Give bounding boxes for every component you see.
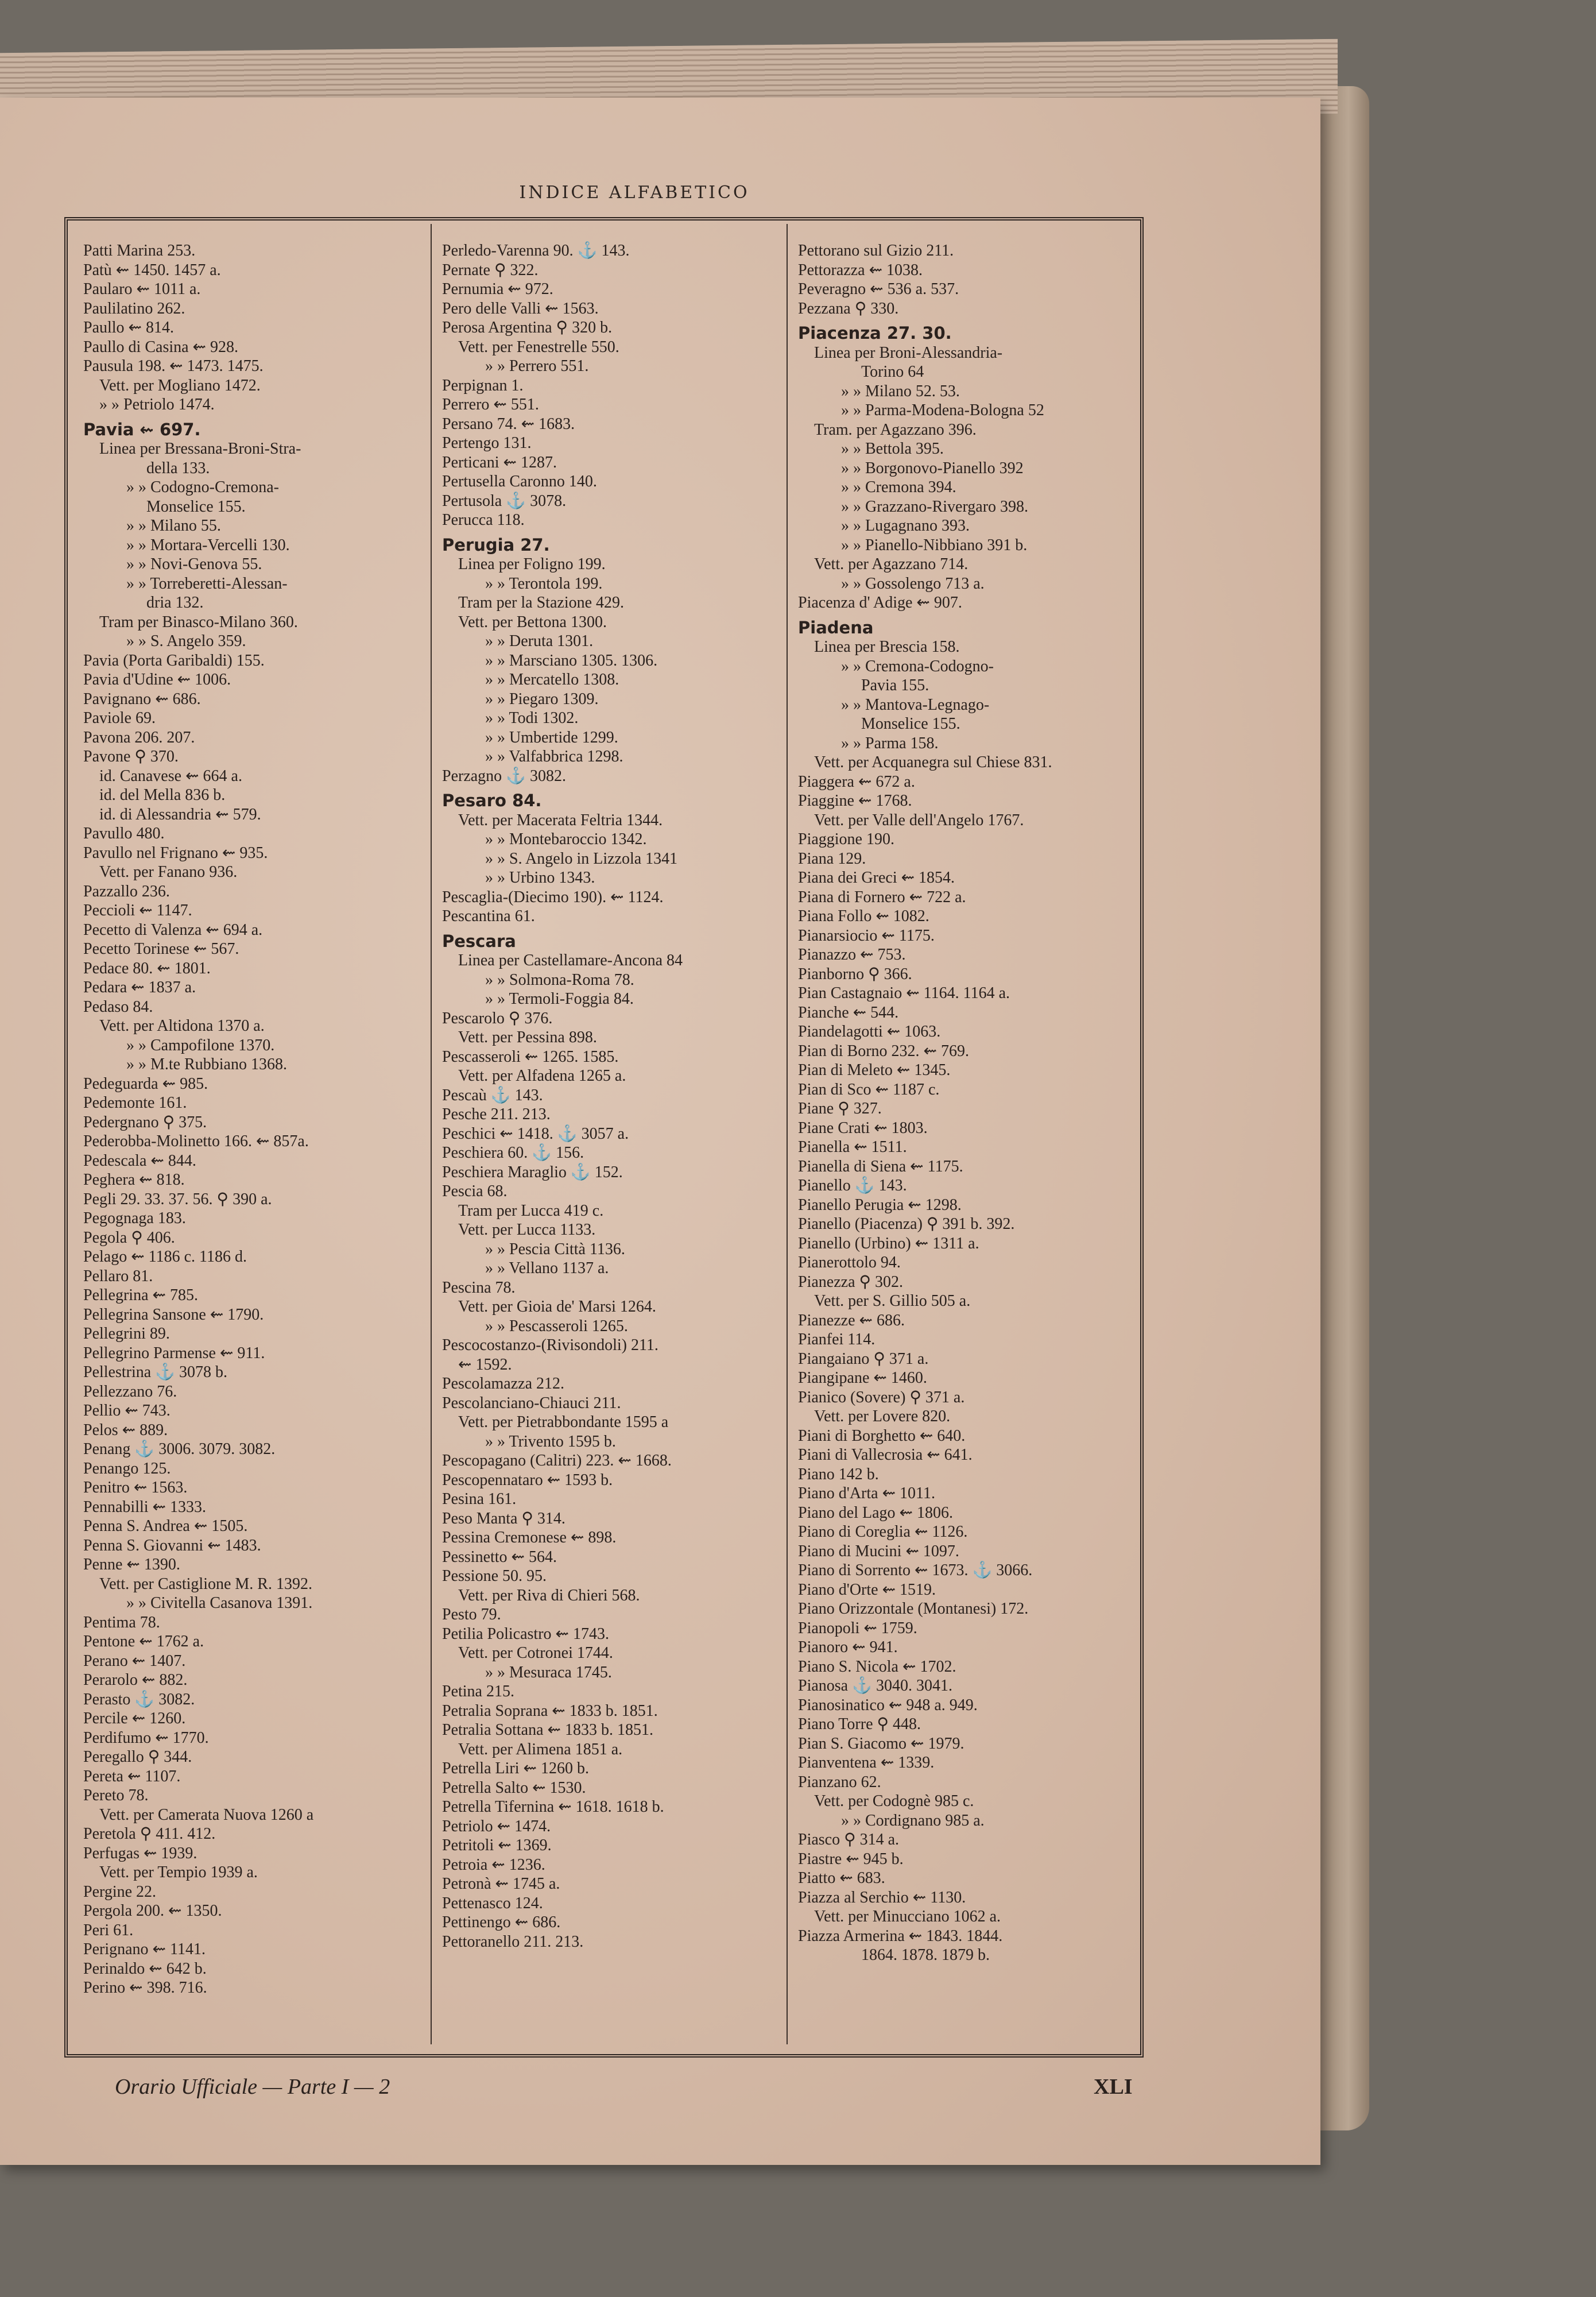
index-entry: Vett. per Macerata Feltria 1344. (458, 811, 663, 829)
index-entry: Peretola ⚲ 411. 412. (83, 1825, 216, 1843)
index-entry: Piacenza d' Adige ⇜ 907. (798, 594, 962, 612)
index-entry: Vett. per Alfadena 1265 a. (458, 1067, 626, 1085)
index-entry: Torino 64 (861, 363, 924, 381)
index-entry: Vett. per Pietrabbondante 1595 a (458, 1413, 669, 1431)
index-entry: » » Grazzano-Rivergaro 398. (841, 497, 1029, 516)
index-entry: Peso Manta ⚲ 314. (442, 1509, 565, 1528)
index-entry: Vett. per Codognè 985 c. (814, 1792, 974, 1810)
index-entry: Pentone ⇜ 1762 a. (83, 1633, 204, 1650)
index-entry: Persano 74. ⇜ 1683. (442, 415, 575, 433)
index-entry: Petrella Liri ⇜ 1260 b. (442, 1760, 589, 1777)
index-column-1 (83, 241, 428, 1998)
index-entry: » » Gossolengo 713 a. (841, 574, 985, 593)
index-entry: » » Urbino 1343. (485, 869, 595, 887)
index-entry: Piano di Sorrento ⇜ 1673. ⚓ 3066. (798, 1561, 1033, 1579)
index-entry: id. di Alessandria ⇜ 579. (99, 805, 261, 823)
index-entry: Penne ⇜ 1390. (83, 1556, 180, 1573)
index-entry: Pian di Sco ⇜ 1187 c. (798, 1080, 940, 1099)
index-entry: » » Valfabbrica 1298. (485, 748, 623, 765)
index-entry: Pescolanciano-Chiauci 211. (442, 1394, 621, 1412)
index-entry: Piana dei Greci ⇜ 1854. (798, 869, 955, 887)
index-entry: ⇜ 1592. (458, 1355, 512, 1374)
index-entry: Penang ⚓ 3006. 3079. 3082. (83, 1440, 276, 1458)
index-entry: Petroia ⇜ 1236. (442, 1855, 545, 1874)
index-entry: Petronà ⇜ 1745 a. (442, 1875, 560, 1893)
index-entry: Linea per Foligno 199. (458, 555, 606, 573)
index-entry: Paularo ⇜ 1011 a. (83, 280, 201, 298)
index-entry: Perignano ⇜ 1141. (83, 1940, 206, 1958)
index-entry: Pescolamazza 212. (442, 1375, 565, 1393)
index-entry: Pedemonte 161. (83, 1094, 187, 1112)
index-entry: Piaggine ⇜ 1768. (798, 792, 912, 810)
index-entry: Pescantina 61. (442, 907, 535, 925)
index-entry: Pianventena ⇜ 1339. (798, 1754, 935, 1772)
index-entry: Pessina Cremonese ⇜ 898. (442, 1529, 617, 1546)
index-entry: Peschiera Maraglio ⚓ 152. (442, 1163, 623, 1181)
index-entry: » » Bettola 395. (841, 440, 944, 458)
index-entry: » » Deruta 1301. (485, 632, 594, 650)
index-entry: Perticani ⇜ 1287. (442, 453, 557, 471)
index-entry: » » Pescasseroli 1265. (485, 1317, 628, 1335)
index-entry: Perledo-Varenna 90. ⚓ 143. (442, 242, 630, 260)
index-entry: Pianella ⇜ 1511. (798, 1138, 907, 1156)
index-entry: Vett. per Riva di Chieri 568. (458, 1586, 640, 1604)
index-entry: Pesche 211. 213. (442, 1105, 551, 1123)
index-entry: Pesto 79. (442, 1606, 501, 1623)
index-entry: » » Parma 158. (841, 734, 939, 752)
index-entry: Pellegrini 89. (83, 1325, 170, 1343)
index-entry: Pavia 155. (861, 676, 929, 694)
index-entry: » » Lugagnano 393. (841, 517, 970, 535)
index-entry: Piano 142 b. (798, 1465, 879, 1483)
index-entry: » » Milano 55. (126, 517, 221, 535)
index-entry: Pausula 198. ⇜ 1473. 1475. (83, 357, 264, 375)
index-entry: » » Torreberetti-Alessan- (126, 574, 288, 593)
index-entry: Piandelagotti ⇜ 1063. (798, 1023, 941, 1041)
index-entry: Piano Torre ⚲ 448. (798, 1715, 921, 1733)
index-entry: Pellestrina ⚓ 3078 b. (83, 1363, 228, 1381)
index-entry: » » Termoli-Foggia 84. (485, 990, 634, 1008)
index-entry: Vett. per Acquanegra sul Chiese 831. (814, 753, 1052, 771)
index-entry: Vett. per Minucciano 1062 a. (814, 1908, 1001, 1925)
index-entry: dria 132. (146, 594, 204, 612)
index-entry: Perzagno ⚓ 3082. (442, 767, 567, 785)
index-entry: Piane Crati ⇜ 1803. (798, 1119, 928, 1137)
index-entry: Linea per Broni-Alessandria- (814, 343, 1003, 362)
index-entry: Piano di Coreglia ⇜ 1126. (798, 1523, 968, 1541)
index-entry: Pavone ⚲ 370. (83, 748, 179, 765)
index-heading: Piadena (798, 618, 874, 637)
index-entry: » » Trivento 1595 b. (485, 1432, 616, 1451)
index-entry: Patti Marina 253. (83, 242, 196, 260)
index-entry: Pedace 80. ⇜ 1801. (83, 959, 211, 977)
index-entry: » » Pescia Città 1136. (485, 1240, 625, 1258)
index-entry: Piani di Vallecrosia ⇜ 641. (798, 1446, 973, 1464)
index-entry: Vett. per Fanano 936. (99, 863, 238, 881)
index-entry: Vett. per Camerata Nuova 1260 a (99, 1805, 314, 1824)
index-entry: Linea per Castellamare-Ancona 84 (458, 952, 683, 969)
index-entry: » » Cordignano 985 a. (841, 1811, 985, 1830)
index-entry: Pellezzano 76. (83, 1382, 177, 1401)
index-entry: Pian S. Giacomo ⇜ 1979. (798, 1734, 964, 1753)
index-entry: Pertusella Caronno 140. (442, 473, 597, 490)
index-entry: Pescia 68. (442, 1182, 508, 1200)
index-entry: Pescasseroli ⇜ 1265. 1585. (442, 1047, 619, 1066)
index-entry: della 133. (146, 459, 210, 477)
index-entry: Piastre ⇜ 945 b. (798, 1850, 904, 1868)
index-entry: Pianzano 62. (798, 1773, 881, 1791)
index-heading: Pesaro 84. (442, 791, 542, 810)
index-entry: Vett. per S. Gillio 505 a. (814, 1292, 971, 1310)
index-entry: Perfugas ⇜ 1939. (83, 1844, 197, 1862)
index-entry: Pescocostanzo-(Rivisondoli) 211. (442, 1336, 658, 1354)
index-entry: Paulilatino 262. (83, 299, 185, 318)
index-entry: Piangipane ⇜ 1460. (798, 1369, 927, 1387)
index-entry: Vett. per Castiglione M. R. 1392. (99, 1575, 312, 1593)
index-entry: Perinaldo ⇜ 642 b. (83, 1959, 207, 1978)
index-entry: Pennabilli ⇜ 1333. (83, 1498, 207, 1516)
index-entry: Pedaso 84. (83, 997, 153, 1016)
index-entry: Piane ⚲ 327. (798, 1100, 882, 1117)
index-entry: Piaggione 190. (798, 830, 894, 848)
index-entry: » » Novi-Genova 55. (126, 555, 262, 573)
column-divider (787, 224, 788, 2044)
index-entry: Pereto 78. (83, 1786, 149, 1804)
index-entry: Pianopoli ⇜ 1759. (798, 1619, 917, 1637)
index-entry: Petriolo ⇜ 1474. (442, 1817, 551, 1835)
index-entry: Penitro ⇜ 1563. (83, 1479, 188, 1496)
index-entry: Pettorazza ⇜ 1038. (798, 261, 923, 279)
index-entry: Vett. per Lovere 820. (814, 1407, 951, 1425)
index-entry: Pianezza ⚲ 302. (798, 1273, 903, 1291)
index-entry: Pergola 200. ⇜ 1350. (83, 1902, 222, 1920)
index-entry: Pescaglia-(Diecimo 190). ⇜ 1124. (442, 888, 664, 906)
index-heading: Pescara (442, 931, 516, 951)
index-entry: Vett. per Gioia de' Marsi 1264. (458, 1298, 656, 1316)
index-entry: Piano del Lago ⇜ 1806. (798, 1503, 953, 1522)
index-entry: Piano d'Orte ⇜ 1519. (798, 1580, 936, 1599)
index-entry: Piano Orizzontale (Montanesi) 172. (798, 1600, 1029, 1618)
index-entry: Pianello ⚓ 143. (798, 1177, 907, 1194)
index-entry: Pian di Borno 232. ⇜ 769. (798, 1042, 970, 1060)
index-entry: Pianche ⇜ 544. (798, 1003, 899, 1022)
index-entry: » » Piegaro 1309. (485, 690, 599, 708)
index-entry: » » Perrero 551. (485, 357, 589, 375)
index-entry: Penna S. Giovanni ⇜ 1483. (83, 1536, 261, 1554)
index-entry: Pegognaga 183. (83, 1209, 186, 1227)
index-entry: Pianazzo ⇜ 753. (798, 946, 906, 964)
index-entry: » » Borgonovo-Pianello 392 (841, 459, 1024, 477)
index-entry: » » S. Angelo in Lizzola 1341 (485, 849, 678, 868)
index-entry: Pazzallo 236. (83, 882, 170, 900)
index-entry: Pianoro ⇜ 941. (798, 1638, 898, 1656)
index-entry: Piano S. Nicola ⇜ 1702. (798, 1657, 956, 1676)
index-entry: Pernumia ⇜ 972. (442, 280, 553, 298)
index-entry: » » Umbertide 1299. (485, 728, 618, 747)
index-entry: » » Parma-Modena-Bologna 52 (841, 401, 1044, 419)
index-entry: Pertengo 131. (442, 434, 532, 452)
index-entry: Vett. per Agazzano 714. (814, 555, 969, 573)
index-entry: Petritoli ⇜ 1369. (442, 1836, 552, 1854)
index-entry: Peveragno ⇜ 536 a. 537. (798, 280, 959, 298)
index-entry: Petralia Sottana ⇜ 1833 b. 1851. (442, 1721, 653, 1739)
index-heading: Piacenza 27. 30. (798, 324, 952, 343)
index-entry: Linea per Bressana-Broni-Stra- (99, 440, 301, 458)
index-entry: Vett. per Mogliano 1472. (99, 376, 261, 395)
index-entry: » » Marsciano 1305. 1306. (485, 651, 658, 670)
index-entry: » » Campofilone 1370. (126, 1036, 275, 1054)
index-entry: Pederobba-Molinetto 166. ⇜ 857a. (83, 1132, 309, 1150)
index-entry: Monselice 155. (861, 715, 960, 733)
index-entry: Monselice 155. (146, 497, 246, 516)
index-entry: Perosa Argentina ⚲ 320 b. (442, 319, 613, 337)
index-entry: Vett. per Cotronei 1744. (458, 1644, 613, 1662)
index-entry: Pedeguarda ⇜ 985. (83, 1074, 208, 1093)
index-entry: Piaggera ⇜ 672 a. (798, 772, 915, 791)
index-entry: Pellio ⇜ 743. (83, 1402, 171, 1420)
index-entry: Pezzana ⚲ 330. (798, 299, 899, 318)
index-entry: Pavignano ⇜ 686. (83, 690, 201, 708)
index-column-2 (442, 241, 787, 1951)
index-column-3 (798, 241, 1142, 1965)
index-entry: id. del Mella 836 b. (99, 786, 226, 804)
index-entry: Pecetto Torinese ⇜ 567. (83, 940, 239, 958)
index-entry: Peregallo ⚲ 344. (83, 1748, 192, 1766)
index-entry: Petina 215. (442, 1683, 514, 1700)
index-entry: Vett. per Lucca 1133. (458, 1221, 596, 1239)
index-entry: Peghera ⇜ 818. (83, 1171, 185, 1189)
index-entry: Pianello (Piacenza) ⚲ 391 b. 392. (798, 1215, 1015, 1233)
index-entry: Pescarolo ⚲ 376. (442, 1009, 553, 1027)
index-entry: Petralia Soprana ⇜ 1833 b. 1851. (442, 1702, 658, 1720)
index-entry: Penango 125. (83, 1459, 171, 1478)
index-entry: Pianerottolo 94. (798, 1254, 901, 1271)
index-entry: Penna S. Andrea ⇜ 1505. (83, 1517, 248, 1535)
index-entry: Paullo di Casina ⇜ 928. (83, 338, 239, 356)
index-entry: » » Mortara-Vercelli 130. (126, 536, 290, 554)
index-entry: » » Milano 52. 53. (841, 382, 960, 400)
index-entry: Pesina 161. (442, 1490, 517, 1508)
running-head: INDICE ALFABETICO (519, 183, 750, 203)
index-entry: » » Montebaroccio 1342. (485, 830, 647, 848)
index-entry: Pescaù ⚓ 143. (442, 1086, 543, 1104)
page-number: XLI (1094, 2075, 1133, 2099)
index-entry: Pavona 206. 207. (83, 728, 195, 747)
index-entry: Pescina 78. (442, 1278, 516, 1297)
index-entry: Pessinetto ⇜ 564. (442, 1548, 557, 1566)
index-entry: » » Civitella Casanova 1391. (126, 1594, 313, 1612)
index-entry: Pellegrina ⇜ 785. (83, 1286, 198, 1304)
index-entry: Paviole 69. (83, 709, 156, 727)
index-entry: Vett. per Altidona 1370 a. (99, 1017, 265, 1035)
index-entry: Pettoranello 211. 213. (442, 1932, 584, 1951)
index-entry: Perino ⇜ 398. 716. (83, 1979, 207, 1997)
index-entry: Peschiera 60. ⚓ 156. (442, 1144, 584, 1162)
index-entry: Tram. per Agazzano 396. (814, 420, 977, 439)
index-entry: Patù ⇜ 1450. 1457 a. (83, 261, 221, 279)
index-entry: » » Mesuraca 1745. (485, 1663, 612, 1681)
index-entry: Peccioli ⇜ 1147. (83, 902, 192, 919)
index-entry: » » Codogno-Cremona- (126, 478, 279, 496)
index-entry: Pelago ⇜ 1186 c. 1186 d. (83, 1248, 247, 1266)
index-entry: Pianezze ⇜ 686. (798, 1311, 905, 1329)
index-entry: Pero delle Valli ⇜ 1563. (442, 299, 599, 318)
index-entry: Pianborno ⚲ 366. (798, 965, 912, 983)
index-entry: Perarolo ⇜ 882. (83, 1671, 188, 1689)
index-entry: Pescopennataro ⇜ 1593 b. (442, 1471, 613, 1489)
index-entry: » » S. Angelo 359. (126, 632, 246, 650)
index-entry: Perdifumo ⇜ 1770. (83, 1728, 209, 1747)
index-entry: Piana Follo ⇜ 1082. (798, 907, 929, 925)
index-entry: Perano ⇜ 1407. (83, 1652, 186, 1670)
index-entry: Piasco ⚲ 314 a. (798, 1831, 900, 1849)
index-entry: Pedara ⇜ 1837 a. (83, 979, 196, 996)
index-entry: » » Solmona-Roma 78. (485, 970, 634, 989)
index-entry: » » Cremona 394. (841, 478, 956, 496)
index-entry: Vett. per Tempio 1939 a. (99, 1863, 258, 1881)
index-entry: Pian di Meleto ⇜ 1345. (798, 1061, 951, 1079)
index-entry: Piana 129. (798, 849, 866, 868)
index-entry: Pavullo 480. (83, 825, 165, 842)
index-entry: Pianico (Sovere) ⚲ 371 a. (798, 1388, 965, 1406)
index-entry: » » M.te Rubbiano 1368. (126, 1055, 287, 1073)
index-entry: Tram per Lucca 419 c. (458, 1201, 604, 1220)
index-entry: Pernate ⚲ 322. (442, 261, 539, 279)
index-entry: Piangaiano ⚲ 371 a. (798, 1349, 929, 1368)
index-heading: Pavia ⇜ 697. (83, 420, 201, 439)
index-entry: Pettinengo ⇜ 686. (442, 1913, 561, 1931)
index-entry: Piazza al Serchio ⇜ 1130. (798, 1888, 966, 1907)
index-entry: Pettorano sul Gizio 211. (798, 242, 954, 260)
index-entry: Pellaro 81. (83, 1267, 153, 1285)
index-entry: Peri 61. (83, 1921, 134, 1939)
index-entry: » » Cremona-Codogno- (841, 657, 994, 675)
index-entry: Pettenasco 124. (442, 1894, 543, 1912)
index-entry: 1864. 1878. 1879 b. (861, 1946, 990, 1964)
index-entry: Petrella Salto ⇜ 1530. (442, 1778, 586, 1797)
index-entry: Pecetto di Valenza ⇜ 694 a. (83, 921, 263, 939)
index-entry: Pessione 50. 95. (442, 1567, 547, 1585)
index-entry: Pegola ⚲ 406. (83, 1228, 175, 1247)
index-entry: Perasto ⚓ 3082. (83, 1690, 195, 1708)
index-entry: Piani di Borghetto ⇜ 640. (798, 1426, 966, 1445)
index-entry: » » Mercatello 1308. (485, 671, 619, 689)
index-entry: Pianello (Urbino) ⇜ 1311 a. (798, 1234, 979, 1252)
index-entry: Pertusola ⚓ 3078. (442, 492, 567, 510)
index-entry: Vett. per Pessina 898. (458, 1028, 597, 1046)
index-entry: » » Todi 1302. (485, 709, 579, 727)
index-entry: Vett. per Alimena 1851 a. (458, 1740, 623, 1758)
index-entry: Pianello Perugia ⇜ 1298. (798, 1196, 962, 1214)
index-entry: Pellegrina Sansone ⇜ 1790. (83, 1305, 264, 1324)
index-entry: Pianella di Siena ⇜ 1175. (798, 1157, 963, 1175)
column-divider (431, 224, 432, 2044)
index-entry: Pavia d'Udine ⇜ 1006. (83, 671, 231, 689)
index-entry: Pedescala ⇜ 844. (83, 1151, 196, 1170)
index-entry: Petilia Policastro ⇜ 1743. (442, 1625, 609, 1643)
index-entry: Perucca 118. (442, 511, 525, 529)
index-entry: Pegli 29. 33. 37. 56. ⚲ 390 a. (83, 1190, 272, 1208)
index-entry: Pellegrino Parmense ⇜ 911. (83, 1344, 265, 1362)
index-entry: Perrero ⇜ 551. (442, 396, 539, 413)
index-entry: » » Vellano 1137 a. (485, 1259, 609, 1277)
index-entry: Pescopagano (Calitri) 223. ⇜ 1668. (442, 1452, 672, 1470)
index-entry: Piana di Fornero ⇜ 722 a. (798, 888, 966, 906)
index-entry: Piano di Mucini ⇜ 1097. (798, 1542, 959, 1560)
index-entry: Pianosinatico ⇜ 948 a. 949. (798, 1696, 978, 1714)
index-entry: Piatto ⇜ 683. (798, 1869, 885, 1887)
index-entry: Linea per Brescia 158. (814, 638, 960, 656)
index-entry: » » Mantova-Legnago- (841, 695, 990, 714)
index-entry: Pelos ⇜ 889. (83, 1421, 168, 1439)
index-entry: Piano d'Arta ⇜ 1011. (798, 1484, 935, 1502)
index-heading: Perugia 27. (442, 535, 550, 555)
index-entry: Pavullo nel Frignano ⇜ 935. (83, 844, 268, 862)
index-entry: Piazza Armerina ⇜ 1843. 1844. (798, 1927, 1003, 1945)
index-entry: Percile ⇜ 1260. (83, 1710, 186, 1727)
index-entry: Tram per la Stazione 429. (458, 594, 625, 612)
index-entry: Pergine 22. (83, 1882, 157, 1901)
index-entry: Petrella Tifernina ⇜ 1618. 1618 b. (442, 1798, 664, 1816)
index-entry: Pianosa ⚓ 3040. 3041. (798, 1677, 952, 1695)
index-entry: Tram per Binasco-Milano 360. (99, 613, 298, 631)
index-entry: Perpignan 1. (442, 376, 524, 395)
index-entry: » » Pianello-Nibbiano 391 b. (841, 536, 1028, 554)
index-entry: » » Terontola 199. (485, 574, 603, 593)
index-entry: Pavia (Porta Garibaldi) 155. (83, 651, 265, 670)
index-entry: Peschici ⇜ 1418. ⚓ 3057 a. (442, 1124, 629, 1143)
index-entry: Pereta ⇜ 1107. (83, 1767, 181, 1785)
footer-title: Orario Ufficiale — Parte I — 2 (115, 2075, 390, 2099)
index-entry: Vett. per Valle dell'Angelo 1767. (814, 811, 1024, 829)
index-entry: » » Petriolo 1474. (99, 396, 215, 413)
index-entry: Pianarsiocio ⇜ 1175. (798, 926, 935, 945)
index-entry: Pian Castagnaio ⇜ 1164. 1164 a. (798, 984, 1010, 1002)
index-entry: Paullo ⇜ 814. (83, 319, 175, 337)
index-entry: Vett. per Bettona 1300. (458, 613, 607, 631)
index-entry: Pedergnano ⚲ 375. (83, 1113, 207, 1131)
index-entry: Vett. per Fenestrelle 550. (458, 338, 619, 356)
index-entry: id. Canavese ⇜ 664 a. (99, 767, 242, 785)
index-entry: Pentima 78. (83, 1613, 160, 1631)
index-entry: Pianfei 114. (798, 1331, 876, 1348)
